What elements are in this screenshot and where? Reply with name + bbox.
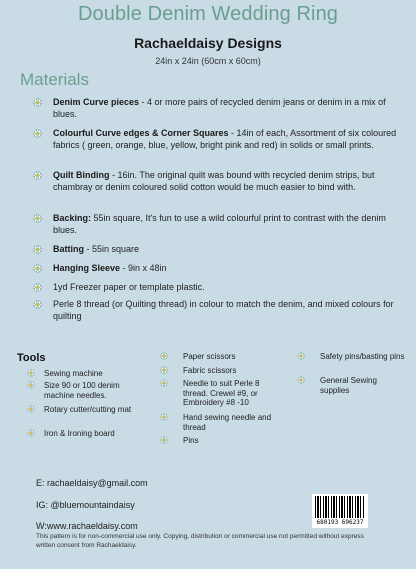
material-label: Quilt Binding [53, 170, 110, 180]
daisy-bullet-icon [33, 283, 42, 292]
daisy-bullet-icon [27, 381, 35, 389]
material-label: Colourful Curve edges & Corner Squares [53, 128, 229, 138]
contact-instagram: IG: @bluemountaindaisy [36, 500, 135, 510]
tools-heading: Tools [17, 352, 46, 364]
material-item-freezer-paper [33, 282, 408, 294]
daisy-bullet-icon [33, 171, 42, 180]
material-item-quilt-binding [33, 170, 408, 206]
daisy-bullet-icon [27, 405, 35, 413]
material-item-perle-thread [33, 299, 408, 323]
contact-email: E: rachaeldaisy@gmail.com [36, 478, 148, 488]
daisy-bullet-icon [27, 429, 35, 437]
material-text: 1yd Freezer paper or template plastic. [53, 282, 205, 292]
daisy-bullet-icon [33, 300, 42, 309]
barcode-bars [315, 496, 365, 518]
tool-text: Safety pins/basting pins [320, 352, 405, 361]
material-text: - 16in. The original quilt was bound with recycled denim strips, but chambray or denim coloured solid cotton would be much easier to bind with. [53, 170, 375, 192]
quilt-size: 24in x 24in (60cm x 60cm) [155, 56, 261, 66]
material-text: 55in square, It's fun to use a wild colourful print to contrast with the denim blues. [53, 213, 386, 235]
tool-text: Iron & Ironing board [44, 429, 115, 438]
daisy-bullet-icon [160, 352, 168, 360]
tool-text: Pins [183, 436, 199, 445]
daisy-bullet-icon [33, 245, 42, 254]
contact-website: W:www.rachaeldaisy.com [36, 521, 138, 531]
tool-text: Size 90 or 100 denim machine needles. [44, 381, 120, 400]
material-item-backing [33, 213, 408, 237]
daisy-bullet-icon [33, 129, 42, 138]
materials-heading: Materials [20, 70, 89, 89]
material-label: Backing: [53, 213, 92, 223]
tool-text: Paper scissors [183, 352, 236, 361]
material-label: Denim Curve pieces [53, 97, 140, 107]
material-text: - 55in square [84, 244, 140, 254]
daisy-bullet-icon [160, 413, 168, 421]
material-text: - 9in x 48in [120, 263, 167, 273]
barcode-number: 680193 696237 [316, 519, 364, 526]
daisy-bullet-icon [160, 366, 168, 374]
material-text: - 4 or more pairs of recycled denim jeans or denim in a mix of blues. [53, 97, 386, 119]
daisy-bullet-icon [33, 264, 42, 273]
tool-text: General Sewing supplies [320, 376, 377, 395]
tool-text: Needle to suit Perle 8 thread. Crewel #9, or Embroidery #8 -10 [183, 379, 260, 407]
tool-text: Hand sewing needle and thread [183, 413, 272, 432]
material-item-batting [33, 244, 408, 256]
material-text: - 14in of each, Assortment of six coloured fabrics ( green, orange, blue, yellow, bright pink and red) in solids or small prints. [53, 128, 397, 150]
material-label: Batting [53, 244, 84, 254]
daisy-bullet-icon [27, 369, 35, 377]
material-label: Hanging Sleeve [53, 263, 121, 273]
designer-name: Rachaeldaisy Designs [134, 35, 282, 51]
daisy-bullet-icon [160, 379, 168, 387]
daisy-bullet-icon [297, 352, 305, 360]
daisy-bullet-icon [160, 436, 168, 444]
pattern-title: Double Denim Wedding Ring [77, 3, 339, 25]
tool-text: Rotary cutter/cutting mat [44, 405, 132, 414]
material-item-colourful-curve [33, 128, 408, 164]
material-item-hanging-sleeve [33, 263, 408, 275]
material-text: Perle 8 thread (or Quilting thread) in colour to match the denim, and mixed colours for quilting [53, 299, 394, 321]
daisy-bullet-icon [33, 98, 42, 107]
barcode [312, 494, 368, 528]
copyright-notice: This pattern is for non-commercial use only. Copying, distribution or commercial use not permitted without express written consent from Rachaeldaisy. [36, 533, 364, 549]
tool-text: Fabric scissors [183, 366, 237, 375]
daisy-bullet-icon [33, 214, 42, 223]
material-item-denim-curve [33, 97, 408, 121]
tool-text: Sewing machine [44, 369, 103, 378]
daisy-bullet-icon [297, 376, 305, 384]
